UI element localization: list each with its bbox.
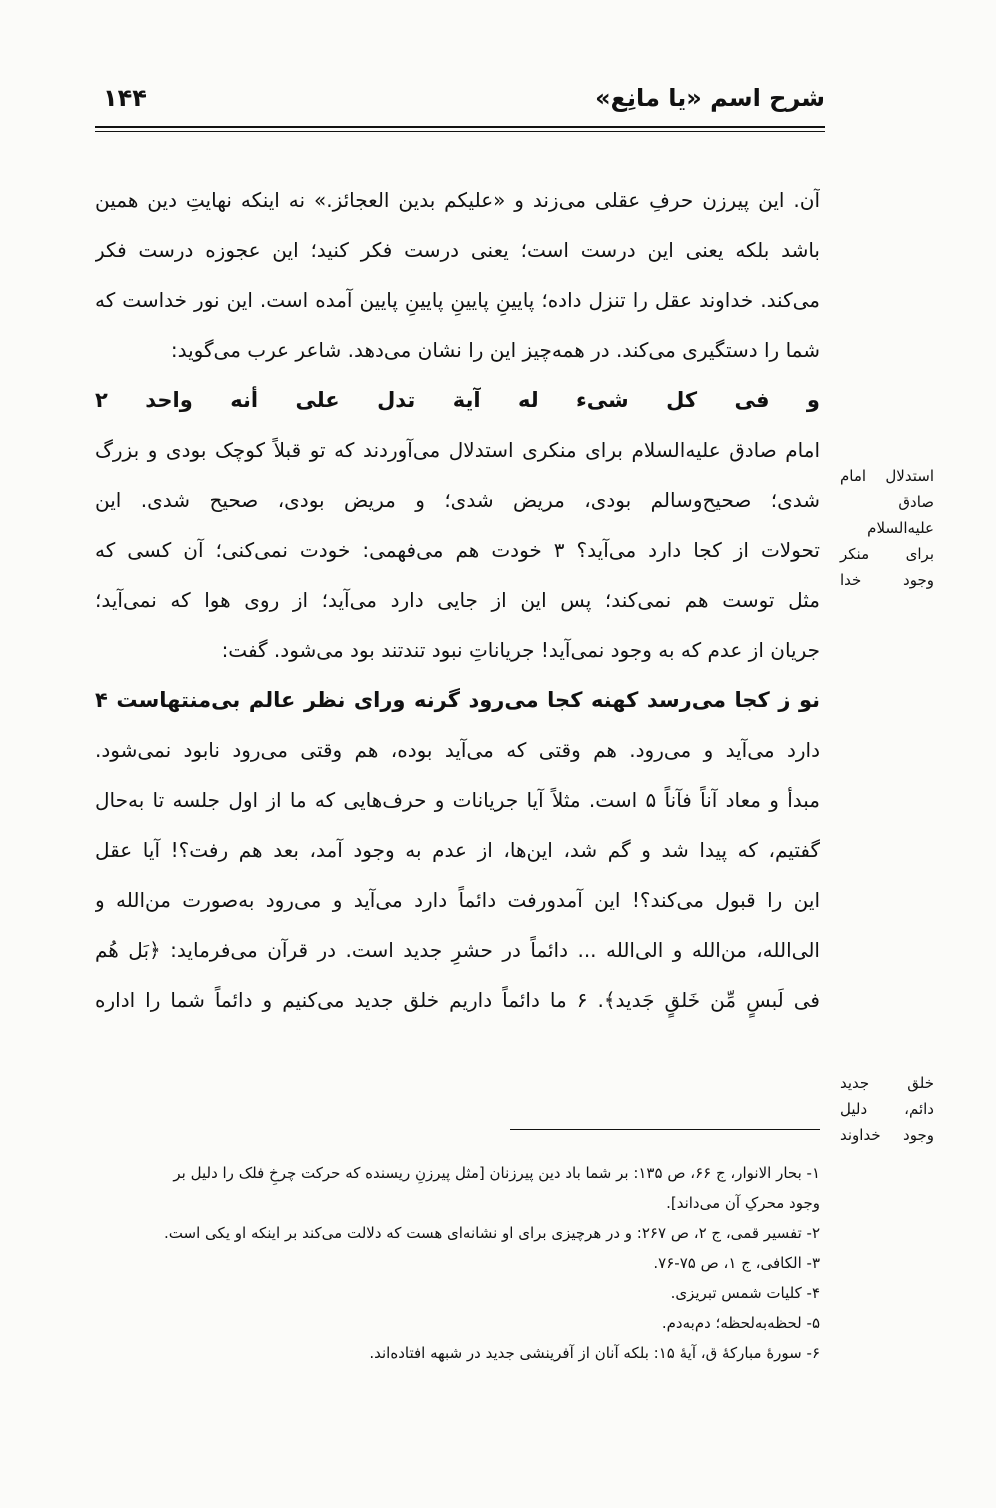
footnote: ۶- سورهٔ مبارکهٔ ق، آیهٔ ۱۵: بلکه آنان از آفرینشی جدید در شبهه افتاده‌اند. bbox=[369, 1344, 820, 1362]
footnote: ۳- الکافی، ج ۱، ص ۷۵-۷۶. bbox=[653, 1254, 820, 1272]
text-line: جریان از عدم که به وجود نمی‌آید! جریاناتِ نبود تندتند بود می‌شود. گفت: bbox=[221, 638, 820, 662]
text-line: این را قبول می‌کند؟! این آمدورفت دائماً دارد می‌آید و می‌رود به‌صورت من‌الله و bbox=[95, 888, 820, 912]
footnotes bbox=[95, 1158, 820, 1368]
footnote: وجود محرکِ آن می‌داند]. bbox=[666, 1194, 820, 1212]
text-line: فی لَبسٍ مِّن خَلقٍ جَدید﴾. ۶ ما دائماً داریم خلق جدید می‌کنیم و دائماً شما را اداره bbox=[95, 988, 820, 1012]
text-line: می‌کند. خداوند عقل را تنزل داده؛ پایینِ پایینِ پایینِ پایین آمده است. این نور خداست که bbox=[95, 288, 820, 312]
header-rule-thin bbox=[95, 131, 825, 132]
verse-line: نو ز کجا می‌رسد کهنه کجا می‌رود گرنه ورای نظر عالم بی‌منتهاست ۴ bbox=[95, 688, 820, 712]
page-number: ۱۴۴ bbox=[103, 84, 147, 112]
main-text bbox=[95, 178, 820, 1028]
footnote: ۵- لحظه‌به‌لحظه؛ دم‌به‌دم. bbox=[661, 1314, 820, 1332]
text-line: دارد می‌آید و می‌رود. هم وقتی که می‌آید بوده، هم وقتی می‌رود نابود نمی‌شود. bbox=[95, 738, 820, 762]
text-line: شما را دستگیری می‌کند. در همه‌چیز این را نشان می‌دهد. شاعر عرب می‌گوید: bbox=[170, 338, 820, 362]
text-line: تحولات از کجا دارد می‌آید؟ ۳ خودت هم می‌فهمی: خودت نمی‌کنی؛ آن کسی که bbox=[95, 538, 820, 562]
running-title: شرح اسم «یا مانِع» bbox=[595, 84, 825, 112]
footnote-rule bbox=[510, 1129, 820, 1130]
footnote: ۲- تفسیر قمی، ج ۲، ص ۲۶۷: و در هرچیزی برای او نشانه‌ای هست که دلالت می‌کند بر اینکه او یکی است. bbox=[164, 1224, 820, 1242]
footnote: ۱- بحار الانوار، ج ۶۶، ص ۱۳۵: بر شما باد دین پیرزنان [مثل پیرزنِ ریسنده که حرکت چرخِ فلک را دلیل بر bbox=[173, 1164, 820, 1182]
text-line: امام صادق علیه‌السلام برای منکری استدلال می‌آوردند که تو قبلاً کوچک بودی و بزرگ bbox=[95, 438, 820, 462]
text-line: شدی؛ صحیح‌وسالم بودی، مریض شدی؛ و مریض بودی، صحیح شدی. این bbox=[95, 488, 820, 512]
footnote: ۴- کلیات شمس تبریزی. bbox=[670, 1284, 820, 1302]
text-line: الی‌الله، من‌الله و الی‌الله ... دائماً در حشرِ جدید است. در قرآن می‌فرماید: ﴿بَل هُم bbox=[95, 938, 820, 962]
margin-note: خلق جدید دائم، دلیل وجود خداوند bbox=[840, 1074, 934, 1144]
text-line: مثل توست هم نمی‌کند؛ پس این از جایی دارد می‌آید؛ از روی هوا که نمی‌آید؛ bbox=[95, 588, 820, 612]
header-rule bbox=[95, 126, 825, 128]
margin-note: استدلال امام صادق علیه‌السلام برای منکر وجود خدا bbox=[840, 467, 934, 589]
text-line: مبدأ و معاد آناً فآناً ۵ است. مثلاً آیا جریانات و حرف‌هایی که ما از اول جلسه تا به‌حال bbox=[95, 788, 820, 812]
text-line: آن. این پیرزن حرفِ عقلی می‌زند و «علیکم بدین العجائز.» نه اینکه نهایتِ دین همین bbox=[95, 188, 820, 212]
text-line: باشد بلکه یعنی این درست است؛ یعنی درست فکر کنید؛ این عجوزه درست فکر bbox=[95, 238, 820, 262]
text-line: گفتیم، که پیدا شد و گم شد، این‌ها، از عدم به وجود آمد، بعد هم رفت؟! آیا عقل bbox=[95, 838, 820, 862]
running-header bbox=[95, 82, 825, 124]
verse-line: و فی کل شیء له آیة تدل علی أنه واحد ۲ bbox=[95, 388, 820, 412]
